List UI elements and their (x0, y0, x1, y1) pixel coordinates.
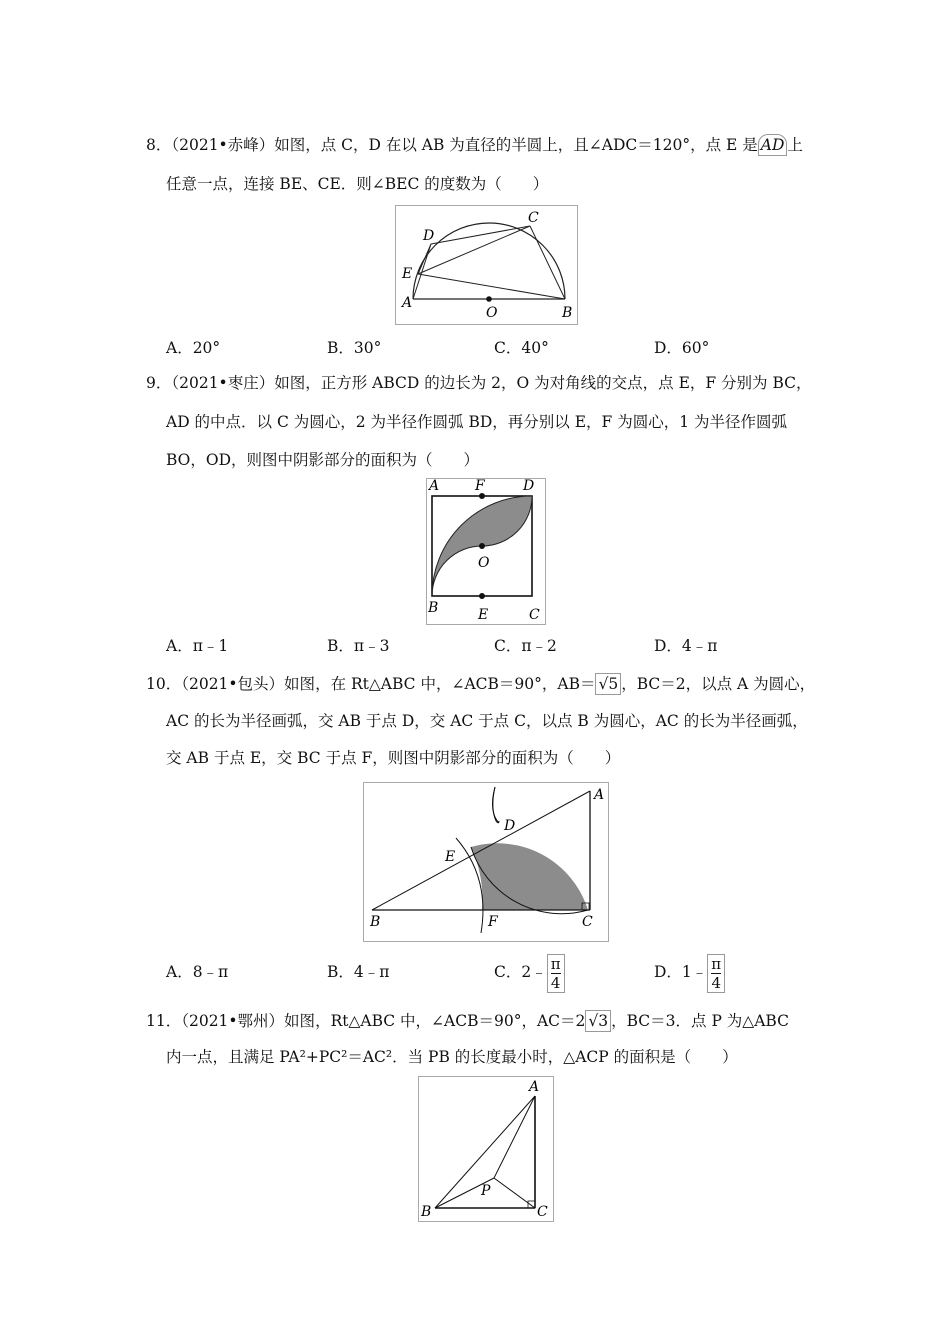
label-a: A (402, 295, 413, 311)
q8-option-d[interactable]: D．60° (654, 339, 710, 357)
label-d: D (504, 818, 516, 834)
q10-line2: AC 的长为半径画弧，交 AB 于点 D，交 AC 于点 C，以点 B 为圆心，AC 的长为半径画弧， (166, 712, 808, 730)
label-b: B (370, 914, 381, 930)
q9-figure (426, 478, 546, 625)
q10-figure (363, 782, 609, 942)
label-a: A (594, 787, 605, 803)
q9-line2: AD 的中点．以 C 为圆心，2 为半径作圆弧 BD，再分别以 E，F 为圆心，1 为半径作圆弧 (166, 413, 788, 431)
label-c: C (582, 914, 593, 930)
q9-option-d[interactable]: D．4﹣π (654, 637, 718, 655)
q8-option-c[interactable]: C．40° (494, 339, 549, 357)
label-a: A (529, 1079, 540, 1095)
label-o: O (478, 555, 490, 571)
label-d: D (423, 228, 435, 244)
q11-line1: 11．（2021•鄂州）如图，Rt△ABC 中，∠ACB＝90°，AC＝2 √3 ，BC＝3．点 P 为△ABC (146, 1012, 789, 1030)
label-c: C (537, 1204, 548, 1220)
fraction-pi-over-4: $\frac{\pi}{4}$ (547, 954, 565, 993)
q10-line1: 10．（2021•包头）如图，在 Rt△ABC 中，∠ACB＝90°，AB＝ √5 ，BC＝2，以点 A 为圆心， (146, 675, 816, 693)
q10-line3: 交 AB 于点 E，交 BC 于点 F，则图中阴影部分的面积为（ ） (166, 749, 621, 767)
label-c: C (529, 607, 540, 623)
fraction-pi-over-4: $\frac{\pi}{4}$ (707, 954, 725, 993)
q10-option-d[interactable]: D．1﹣ $\frac{\pi}{4}$ (654, 952, 725, 993)
label-b: B (421, 1204, 432, 1220)
q8-line1: 8．（2021•赤峰）如图，点 C，D 在以 AB 为直径的半圆上，且∠ADC＝120°，点 E 是 AD 上 (146, 136, 803, 154)
q10-option-c[interactable]: C．2﹣ $\frac{\pi}{4}$ (494, 952, 565, 993)
label-c: C (528, 210, 539, 226)
label-b: B (562, 305, 573, 321)
label-d: D (523, 479, 535, 494)
label-p: P (481, 1183, 491, 1199)
label-e: E (402, 266, 413, 282)
label-f: F (488, 914, 498, 930)
label-f: F (475, 479, 485, 494)
q8-option-a[interactable]: A．20° (166, 339, 221, 357)
q9-line3: BO，OD，则图中阴影部分的面积为（ ） (166, 451, 480, 469)
label-o: O (486, 305, 498, 321)
arc-ad: AD (758, 134, 788, 156)
q11-figure (418, 1076, 554, 1222)
label-e: E (445, 849, 456, 865)
sqrt-5: √5 (595, 673, 621, 695)
label-e: E (478, 607, 489, 623)
q9-line1: 9．（2021•枣庄）如图，正方形 ABCD 的边长为 2，O 为对角线的交点，点 E，F 分别为 BC， (146, 374, 812, 392)
q10-option-b[interactable]: B．4﹣π (327, 963, 390, 981)
q9-option-b[interactable]: B．π﹣3 (327, 637, 390, 655)
q8-option-b[interactable]: B．30° (327, 339, 382, 357)
q8-line2: 任意一点，连接 BE、CE．则∠BEC 的度数为（ ） (166, 175, 549, 193)
q9-option-a[interactable]: A．π﹣1 (166, 637, 229, 655)
q8-figure (395, 205, 578, 325)
sqrt-3: √3 (585, 1010, 611, 1032)
q9-option-c[interactable]: C．π﹣2 (494, 637, 557, 655)
q10-option-a[interactable]: A．8﹣π (166, 963, 229, 981)
label-a: A (429, 479, 440, 494)
q11-line2: 内一点，且满足 PA²+PC²＝AC²．当 PB 的长度最小时，△ACP 的面积是（ ） (166, 1048, 738, 1066)
label-b: B (428, 600, 439, 616)
